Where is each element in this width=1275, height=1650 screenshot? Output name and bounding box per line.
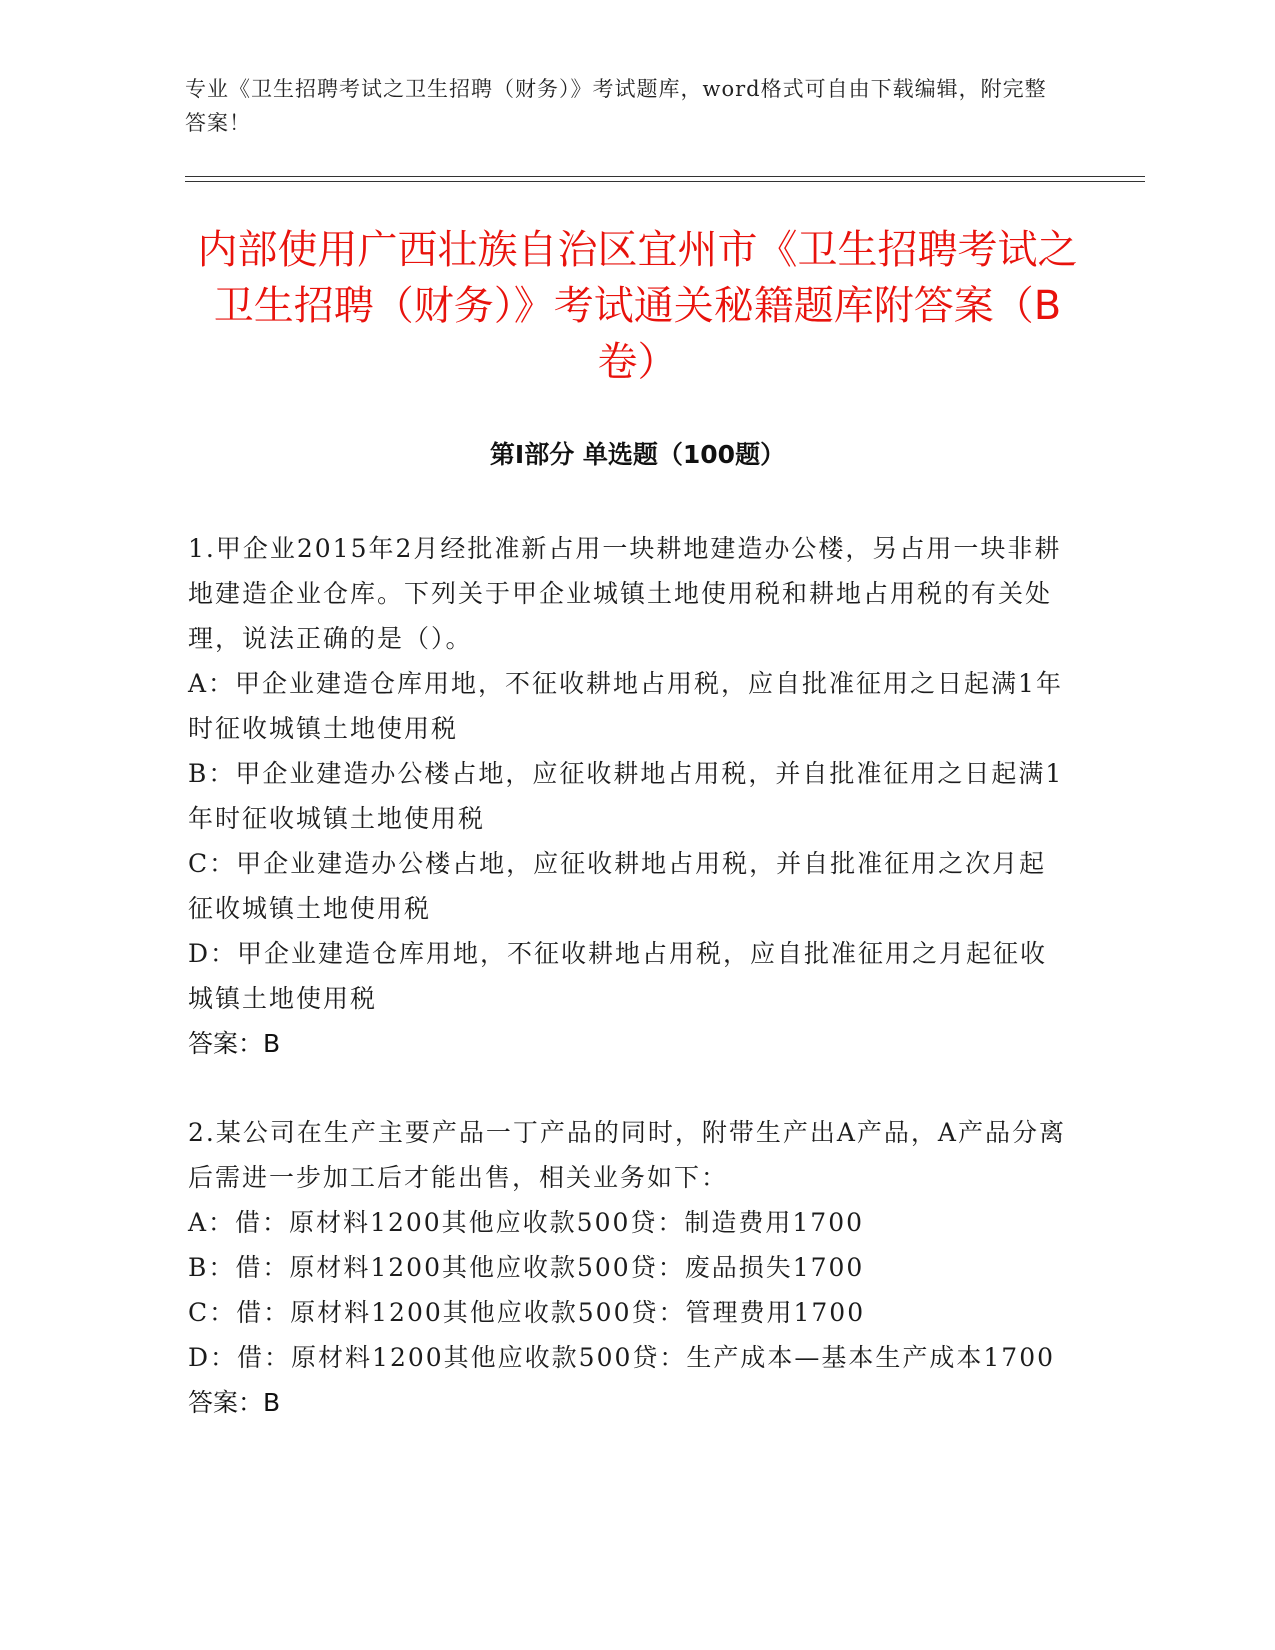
- header-note: 专业《卫生招聘考试之卫生招聘（财务）》考试题库，word格式可自由下载编辑，附完整答案！: [185, 77, 1047, 135]
- option-b: B：甲企业建造办公楼占地，应征收耕地占用税，并自批准征用之日起满1年时征收城镇土地使用税: [188, 759, 1064, 833]
- option-c: C：甲企业建造办公楼占地，应征收耕地占用税，并自批准征用之次月起征收城镇土地使用税: [188, 849, 1047, 923]
- document-title: 内部使用广西壮族自治区宜州市《卫生招聘考试之卫生招聘（财务）》考试通关秘籍题库附答案（B卷）: [197, 227, 1078, 385]
- option-a: A：甲企业建造仓库用地，不征收耕地占用税，应自批准征用之日起满1年时征收城镇土地使用税: [188, 669, 1063, 743]
- question-stem: 1.甲企业2015年2月经批准新占用一块耕地建造办公楼，另占用一块非耕地建造企业仓库。下列关于甲企业城镇土地使用税和耕地占用税的有关处理，说法正确的是（）。: [188, 534, 1062, 653]
- question-1: [188, 526, 1068, 1066]
- answer: 答案：B: [188, 1388, 281, 1417]
- question-2: [188, 1110, 1068, 1425]
- header-rule-top: [185, 176, 1145, 177]
- answer: 答案：B: [188, 1029, 281, 1058]
- option-d: D：借：原材料1200其他应收款500贷：生产成本—基本生产成本1700: [188, 1343, 1056, 1372]
- option-c: C：借：原材料1200其他应收款500贷：管理费用1700: [188, 1298, 866, 1327]
- section-title: 第Ⅰ部分 单选题（100题）: [489, 440, 786, 469]
- option-d: D：甲企业建造仓库用地，不征收耕地占用税，应自批准征用之月起征收城镇土地使用税: [188, 939, 1048, 1013]
- header-rule-bottom: [185, 181, 1145, 182]
- question-stem: 2.某公司在生产主要产品一丁产品的同时，附带生产出A产品，A产品分离后需进一步加工后才能出售，相关业务如下：: [188, 1118, 1066, 1192]
- option-b: B：借：原材料1200其他应收款500贷：废品损失1700: [188, 1253, 865, 1282]
- option-a: A：借：原材料1200其他应收款500贷：制造费用1700: [188, 1208, 865, 1237]
